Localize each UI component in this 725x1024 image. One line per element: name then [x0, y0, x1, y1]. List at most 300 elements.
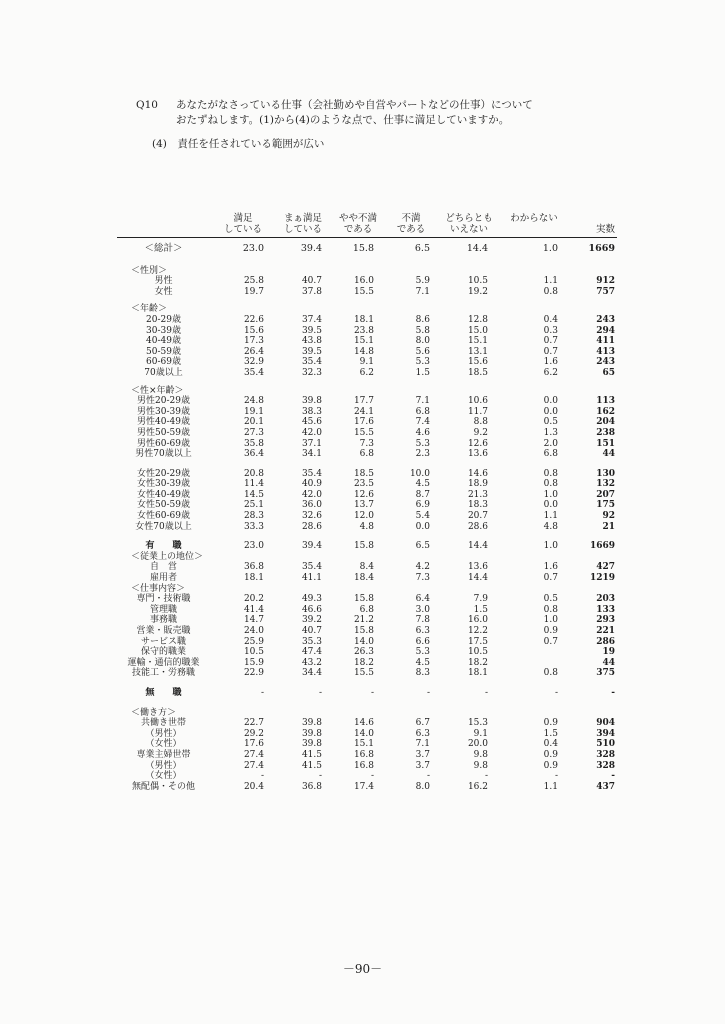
cell-value: 25.1 — [243, 500, 264, 511]
cell-value: - — [554, 687, 558, 698]
row-label: 60-69歳 — [146, 357, 181, 368]
cell-value: 15.1 — [353, 336, 374, 347]
cell-value — [502, 584, 566, 595]
cell-value: 7.4 — [415, 417, 430, 428]
row-label: （男性） — [145, 728, 182, 739]
cell-value: 16.8 — [353, 749, 374, 760]
cell-value — [276, 584, 330, 595]
cell-count: 243 — [596, 314, 615, 325]
cell-value: - — [370, 771, 374, 782]
cell-count: 1219 — [589, 573, 615, 584]
cell-value: 11.7 — [467, 406, 488, 417]
cell-value: 38.3 — [301, 406, 322, 417]
row-label: 女性30-39歳 — [137, 479, 190, 490]
cell-value: 39.4 — [300, 243, 322, 254]
cell-count: 394 — [596, 728, 615, 739]
cell-value: 34.1 — [301, 449, 322, 460]
cell-value: 7.1 — [415, 739, 430, 750]
sub-question-text: 責任を任されている範囲が広い — [177, 138, 325, 150]
cell-value: 23.0 — [242, 243, 264, 254]
cell-value: 14.6 — [467, 468, 488, 479]
cell-value: 4.6 — [415, 427, 430, 438]
cell-value: 34.4 — [301, 668, 322, 679]
cell-value: 15.1 — [467, 336, 488, 347]
cell-value: 28.6 — [467, 521, 488, 532]
cell-value: 18.9 — [467, 479, 488, 490]
cell-value: 0.8 — [543, 468, 558, 479]
cell-count: 757 — [596, 286, 615, 297]
cell-value — [502, 297, 566, 315]
row-label: 女性 — [154, 286, 173, 297]
cell-value — [276, 379, 330, 397]
cell-value — [502, 647, 566, 658]
row-label: 女性20-29歳 — [137, 468, 190, 479]
cell-value: 0.7 — [543, 636, 558, 647]
row-label: 男性70歳以上 — [135, 449, 192, 460]
cell-value: 32.3 — [301, 367, 322, 378]
cell-value: - — [318, 687, 322, 698]
cell-value: 6.8 — [415, 406, 430, 417]
cell-value: 35.4 — [243, 367, 264, 378]
table-row — [117, 729, 617, 740]
cell-value — [386, 584, 436, 595]
cell-count: 328 — [596, 749, 615, 760]
row-label: 雇用者 — [149, 573, 177, 584]
cell-value — [276, 699, 330, 719]
cell-count: 328 — [596, 760, 615, 771]
cell-value: 32.6 — [301, 511, 322, 522]
table-row — [117, 562, 617, 573]
cell-value: 8.8 — [473, 417, 488, 428]
cell-value — [386, 297, 436, 315]
cell-value: - — [554, 771, 558, 782]
cell-value: 18.4 — [353, 573, 374, 584]
cell-value: 15.8 — [353, 594, 374, 605]
cell-value: 4.5 — [415, 479, 430, 490]
cell-value: 14.4 — [467, 541, 488, 552]
cell-value: 15.0 — [467, 325, 488, 336]
cell-value: 5.6 — [415, 346, 430, 357]
cell-value: 14.6 — [353, 718, 374, 729]
row-label: 30-39歳 — [146, 325, 181, 336]
cell-value: 20.2 — [243, 594, 264, 605]
table-row — [117, 479, 617, 490]
cell-value: 3.7 — [415, 760, 430, 771]
table-row — [117, 396, 617, 407]
cell-value: 15.5 — [353, 427, 374, 438]
row-label: ＜性×年齢＞ — [131, 385, 184, 396]
table-row — [117, 782, 617, 793]
row-label: ＜従業上の地位＞ — [131, 551, 204, 562]
cell-count: 510 — [596, 739, 615, 750]
cell-value: 9.1 — [473, 728, 488, 739]
cell-value: 33.3 — [243, 521, 264, 532]
table-row — [117, 336, 617, 347]
cell-value: 39.8 — [301, 396, 322, 407]
table-row — [117, 449, 617, 460]
cell-value: 22.7 — [243, 718, 264, 729]
cell-value: 35.4 — [301, 468, 322, 479]
table-row — [117, 584, 617, 595]
cell-value: 1.5 — [543, 728, 558, 739]
row-label: 70歳以上 — [144, 367, 183, 378]
question-number: Q10 — [136, 99, 158, 111]
cell-value: 5.8 — [415, 325, 430, 336]
table-row — [117, 626, 617, 637]
table-row — [117, 739, 617, 750]
cell-value: 41.1 — [301, 573, 322, 584]
table-row — [117, 573, 617, 584]
cell-value: 39.2 — [301, 615, 322, 626]
header-dont-know: わからない — [510, 213, 558, 224]
cell-value — [502, 379, 566, 397]
row-label: 男性30-39歳 — [137, 406, 190, 417]
cell-value: 6.8 — [543, 449, 558, 460]
cell-value — [210, 379, 276, 397]
cell-value: 6.6 — [415, 636, 430, 647]
question-line-2: おたずねします。(1)から(4)のような点で、仕事に満足していますか。 — [176, 114, 510, 126]
cell-value: 15.6 — [243, 325, 264, 336]
cell-value — [436, 552, 502, 563]
cell-value: 12.6 — [467, 438, 488, 449]
cell-value: 4.8 — [543, 521, 558, 532]
cell-value — [210, 259, 276, 277]
cell-count: 175 — [596, 500, 615, 511]
cell-value: 40.7 — [301, 276, 322, 287]
cell-value: 13.1 — [467, 346, 488, 357]
cell-count: 44 — [602, 657, 615, 668]
cell-value: 10.5 — [467, 276, 488, 287]
cell-count: 294 — [596, 325, 615, 336]
cell-value: 0.9 — [543, 760, 558, 771]
cell-value: 0.3 — [543, 325, 558, 336]
cell-value: 25.9 — [243, 636, 264, 647]
cell-value: 42.0 — [301, 427, 322, 438]
cell-count: 207 — [596, 489, 615, 500]
cell-value — [386, 552, 436, 563]
sub-question — [152, 136, 324, 151]
row-label: 共働き世帯 — [140, 718, 186, 729]
cell-value: 6.8 — [359, 604, 374, 615]
cell-value: 41.4 — [243, 604, 264, 615]
cell-value: 17.6 — [353, 417, 374, 428]
cell-value: 17.4 — [353, 781, 374, 792]
table-row — [117, 500, 617, 511]
table-row — [117, 407, 617, 418]
cell-value — [436, 259, 502, 277]
cell-value: 12.6 — [353, 489, 374, 500]
cell-count: 130 — [596, 468, 615, 479]
cell-value: 39.8 — [301, 718, 322, 729]
table-row — [117, 647, 617, 658]
cell-value: 24.8 — [243, 396, 264, 407]
table-row — [117, 679, 617, 699]
cell-value — [210, 297, 276, 315]
table-row — [117, 637, 617, 648]
cell-value: 41.5 — [301, 760, 322, 771]
cell-value: 5.3 — [415, 357, 430, 368]
cell-value — [436, 379, 502, 397]
table-row — [117, 347, 617, 358]
cell-value: 1.1 — [543, 511, 558, 522]
table-row — [117, 750, 617, 761]
cell-value: 6.4 — [415, 594, 430, 605]
header-somewhat-dissatisfied: やや不満 である — [338, 213, 377, 235]
cell-value: 0.9 — [543, 749, 558, 760]
cell-value — [330, 584, 386, 595]
cell-value: 13.7 — [353, 500, 374, 511]
cell-value: 15.8 — [353, 541, 374, 552]
cell-value — [386, 379, 436, 397]
cell-value: 17.5 — [467, 636, 488, 647]
cell-value: 26.3 — [353, 647, 374, 658]
cell-value: 8.0 — [415, 336, 430, 347]
table-row — [117, 771, 617, 782]
cell-value: 13.6 — [467, 562, 488, 573]
cell-value: 5.4 — [415, 511, 430, 522]
table-row — [117, 699, 617, 719]
cell-value: 6.3 — [415, 728, 430, 739]
cell-value: 15.3 — [467, 718, 488, 729]
cell-value: - — [260, 687, 264, 698]
table-row — [117, 615, 617, 626]
cell-value: 2.3 — [415, 449, 430, 460]
cell-value: 26.4 — [243, 346, 264, 357]
cell-value: 1.1 — [543, 276, 558, 287]
cell-count: 912 — [596, 276, 615, 287]
cell-value: 43.2 — [301, 657, 322, 668]
cell-value: 6.5 — [414, 243, 430, 254]
row-label: 女性50-59歳 — [137, 500, 190, 511]
cell-count: 44 — [602, 449, 615, 460]
cell-count: 204 — [596, 417, 615, 428]
cell-value: 18.1 — [467, 668, 488, 679]
cell-value: 8.6 — [415, 314, 430, 325]
header-label-blank — [117, 213, 210, 238]
table-row — [117, 522, 617, 533]
row-label: ＜働き方＞ — [131, 707, 177, 718]
cell-value: 0.9 — [543, 718, 558, 729]
cell-value: 43.8 — [301, 336, 322, 347]
cell-value — [502, 259, 566, 277]
cell-count: 437 — [596, 781, 615, 792]
cell-value: 15.5 — [353, 668, 374, 679]
cell-value: 49.3 — [301, 594, 322, 605]
cell-value: 16.8 — [353, 760, 374, 771]
cell-value: 1.5 — [415, 367, 430, 378]
cell-value: 14.5 — [243, 489, 264, 500]
header-count: 実数 — [595, 224, 615, 235]
cell-value: 36.0 — [301, 500, 322, 511]
cell-value: 0.7 — [543, 573, 558, 584]
cell-value: 20.8 — [243, 468, 264, 479]
cell-count: 203 — [596, 594, 615, 605]
cell-value: 35.3 — [301, 636, 322, 647]
table-row — [117, 718, 617, 729]
cell-count — [566, 584, 617, 595]
cell-value: 20.7 — [467, 511, 488, 522]
results-table — [117, 213, 617, 792]
cell-value: - — [484, 687, 488, 698]
table-row — [117, 287, 617, 298]
cell-value: 20.1 — [243, 417, 264, 428]
cell-value: - — [484, 771, 488, 782]
cell-value: 21.3 — [467, 489, 488, 500]
cell-value: 24.0 — [243, 626, 264, 636]
cell-count: 413 — [596, 346, 615, 357]
cell-value: 4.2 — [415, 562, 430, 573]
cell-value: - — [370, 687, 374, 698]
cell-value: 1.5 — [473, 604, 488, 615]
cell-value — [386, 259, 436, 277]
cell-count: 238 — [596, 427, 615, 438]
cell-value: 7.1 — [415, 286, 430, 297]
cell-value — [436, 584, 502, 595]
row-label: 男性40-49歳 — [137, 417, 190, 428]
cell-value: 13.6 — [467, 449, 488, 460]
row-label: 20-29歳 — [146, 314, 181, 325]
cell-value: 15.6 — [467, 357, 488, 368]
cell-value: 14.8 — [353, 346, 374, 357]
cell-value — [436, 297, 502, 315]
cell-value: 39.5 — [301, 346, 322, 357]
cell-value: 40.9 — [301, 479, 322, 490]
cell-value: 19.1 — [243, 406, 264, 417]
cell-value: 18.5 — [353, 468, 374, 479]
cell-value — [330, 552, 386, 563]
cell-value — [502, 699, 566, 719]
row-label: ＜仕事内容＞ — [131, 583, 186, 594]
cell-value: 28.6 — [301, 521, 322, 532]
cell-value: 1.0 — [542, 243, 558, 254]
cell-value: 14.4 — [467, 573, 488, 584]
cell-count: 113 — [596, 396, 615, 407]
cell-value: 9.8 — [473, 760, 488, 771]
cell-value: 20.4 — [243, 781, 264, 792]
cell-value: 0.0 — [543, 406, 558, 417]
cell-value: 18.3 — [467, 500, 488, 511]
cell-value: 18.2 — [467, 657, 488, 668]
cell-value: 0.7 — [543, 336, 558, 347]
cell-value: 23.8 — [353, 325, 374, 336]
cell-value: 35.4 — [301, 357, 322, 368]
cell-value: 35.4 — [301, 562, 322, 573]
row-label: 無配偶・その他 — [131, 781, 195, 792]
table-row — [117, 238, 617, 259]
cell-value: 0.5 — [543, 417, 558, 428]
cell-count: 221 — [596, 626, 615, 636]
cell-value — [210, 584, 276, 595]
cell-value: 1.0 — [543, 541, 558, 552]
table-row — [117, 276, 617, 287]
row-label: 専業主婦世帯 — [136, 749, 191, 760]
cell-value: 0.0 — [543, 396, 558, 407]
row-label: ＜年齢＞ — [131, 304, 168, 315]
cell-value: 4.5 — [415, 657, 430, 668]
cell-value: 0.8 — [543, 604, 558, 615]
cell-value — [276, 259, 330, 277]
cell-value: 7.9 — [473, 594, 488, 605]
cell-value: 5.3 — [415, 647, 430, 658]
cell-value: 14.0 — [353, 728, 374, 739]
cell-value: 16.2 — [467, 781, 488, 792]
row-label: 有 職 — [145, 541, 182, 552]
cell-value: 12.2 — [467, 626, 488, 636]
cell-value: 18.5 — [467, 367, 488, 378]
row-label: （女性） — [145, 771, 182, 782]
cell-value: 0.8 — [543, 286, 558, 297]
cell-value: 7.1 — [415, 396, 430, 407]
cell-value — [276, 552, 330, 563]
cell-value: 39.8 — [301, 728, 322, 739]
cell-value: 0.5 — [543, 594, 558, 605]
cell-value: 15.5 — [353, 286, 374, 297]
table-row — [117, 368, 617, 379]
cell-value: 37.8 — [301, 286, 322, 297]
row-label: 事務職 — [149, 615, 177, 626]
cell-value: - — [318, 771, 322, 782]
cell-count: 1669 — [588, 243, 615, 254]
cell-value: 20.0 — [467, 739, 488, 750]
cell-value: 17.3 — [243, 336, 264, 347]
cell-value: 27.3 — [243, 427, 264, 438]
cell-value: 0.8 — [543, 479, 558, 490]
cell-value: 10.0 — [409, 468, 430, 479]
cell-value: 27.4 — [243, 749, 264, 760]
table-row — [117, 460, 617, 480]
row-label: 女性70歳以上 — [135, 521, 192, 532]
cell-value: 15.8 — [353, 626, 374, 636]
cell-count: 92 — [602, 511, 615, 522]
cell-value: 18.1 — [243, 573, 264, 584]
sub-question-number: (4) — [152, 138, 167, 150]
table-row — [117, 668, 617, 679]
cell-value: 19.2 — [467, 286, 488, 297]
cell-value: 19.7 — [243, 286, 264, 297]
cell-value — [330, 699, 386, 719]
table-row — [117, 297, 617, 315]
cell-value: 18.1 — [353, 314, 374, 325]
cell-value: 22.9 — [243, 668, 264, 679]
cell-count — [566, 379, 617, 397]
cell-value: 5.9 — [415, 276, 430, 287]
cell-value: - — [260, 771, 264, 782]
cell-count: 286 — [596, 636, 615, 647]
cell-value: 8.0 — [415, 781, 430, 792]
cell-value: 16.0 — [467, 615, 488, 626]
header-dissatisfied: 不満 である — [396, 213, 426, 235]
cell-count: 133 — [596, 604, 615, 615]
cell-value: 1.6 — [543, 562, 558, 573]
cell-count: 427 — [596, 562, 615, 573]
cell-count — [566, 552, 617, 563]
table-row — [117, 379, 617, 397]
cell-value: 9.8 — [473, 749, 488, 760]
cell-value: 29.2 — [243, 728, 264, 739]
question-line-1: あなたがなさっている仕事（会社勤めや自営やパートなどの仕事）について — [176, 99, 533, 111]
row-label: ＜性別＞ — [131, 265, 168, 276]
header-satisfied: 満足 している — [223, 213, 262, 235]
cell-value: 37.4 — [301, 314, 322, 325]
cell-value: 14.7 — [243, 615, 264, 626]
row-label: 専門・技術職 — [136, 594, 191, 605]
cell-value: 24.1 — [353, 406, 374, 417]
cell-count: 375 — [596, 668, 615, 679]
cell-value: 11.4 — [243, 479, 264, 490]
cell-value — [436, 699, 502, 719]
cell-value — [330, 379, 386, 397]
cell-count: 904 — [596, 718, 615, 729]
